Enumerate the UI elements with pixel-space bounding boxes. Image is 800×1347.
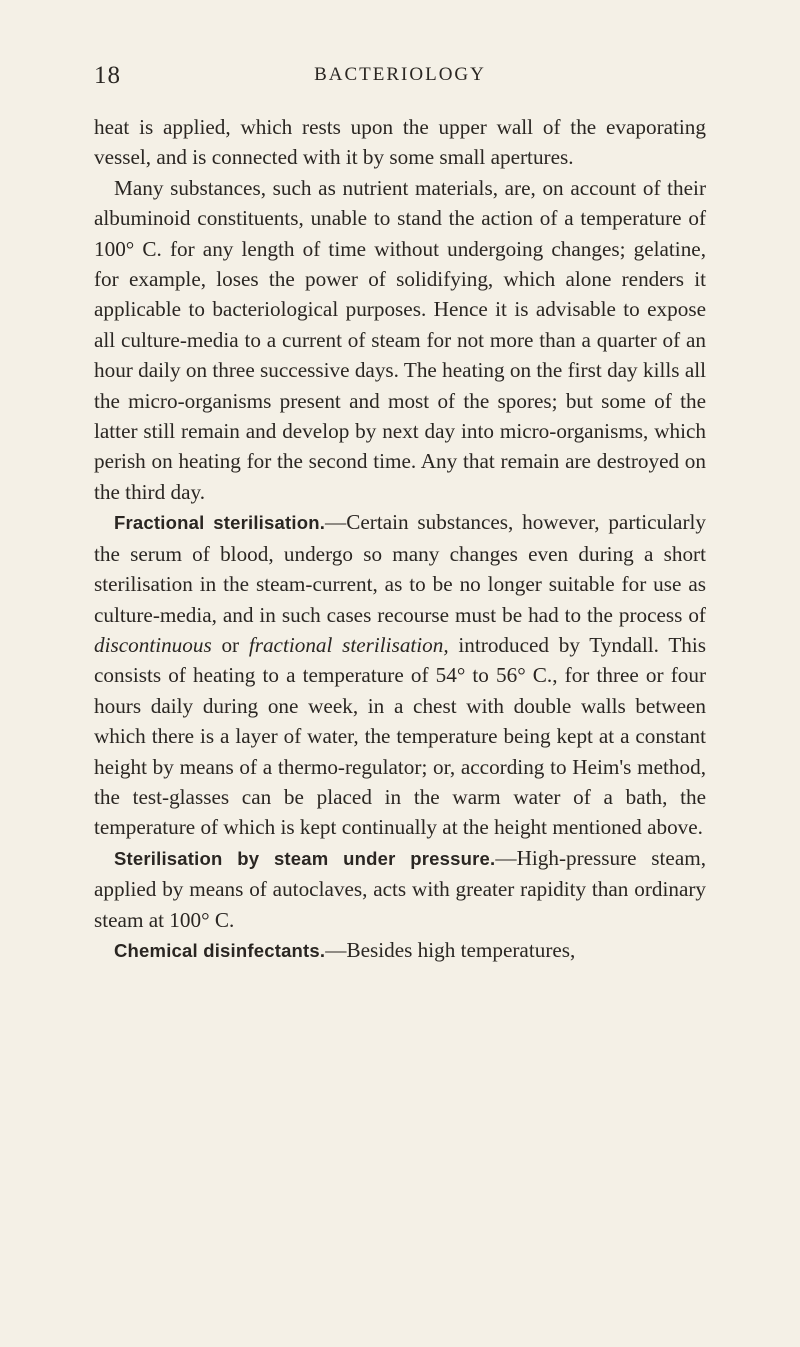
paragraph-text: or: [211, 632, 249, 657]
paragraph-fractional-sterilisation: [94, 507, 706, 842]
paragraph-text: —Certain substances, however, particularly the serum of blood, undergo so many changes even during a short sterilisation in the steam-current, as to be no longer suitable for use as culture-media, and in such cases recourse must be had to the process of: [94, 510, 706, 627]
section-heading-steam-under-pressure: Sterilisation by steam under pressure.: [114, 847, 496, 869]
running-head: [94, 62, 706, 96]
paragraph-text: —High-pressure steam, applied by means of autoclaves, acts with greater rapidity than ordinary steam at 100° C.: [94, 845, 706, 932]
paragraph-steam-sterilisation: Many substances, such as nutrient materials, are, on account of their albuminoid constituents, unable to stand the action of a temperature of 100° C. for any length of time without undergoing changes; gelatine, for example, loses the power of solidifying, which alone renders it applicable to bacteriological purposes. Hence it is advisable to expose all culture-media to a current of steam for not more than a quarter of an hour daily on three successive days. The heating on the first day kills all the micro-organisms present and most of the spores; but some of the latter still remain and develop by next day into micro-organisms, which perish on heating for the second time. Any that remain are destroyed on the third day.: [94, 175, 706, 504]
section-heading-fractional-sterilisation: Fractional sterilisation.: [114, 512, 326, 534]
body-text: [94, 112, 706, 966]
paragraph-continuation: heat is applied, which rests upon the upper wall of the evaporating vessel, and is connected with it by some small apertures.: [94, 115, 706, 170]
paragraph-steam-under-pressure: [94, 843, 706, 935]
page-number: 18: [94, 62, 121, 89]
running-title: BACTERIOLOGY: [314, 64, 486, 85]
paragraph-text: introduced by Tyndall. This consists of heating to a temperature of 54° to 56° C., for three or four hours daily during one week, in a chest with double walls between which there is a layer of water, the temperature being kept at a constant height by means of a thermo-regulator; or, according to Heim's method, the test-glasses can be placed in the warm water of a bath, the temperature of which is kept continually at the height mentioned above.: [94, 632, 706, 840]
italic-term-discontinuous: discontinuous: [94, 632, 212, 657]
section-heading-chemical-disinfectants: Chemical disinfectants.: [114, 939, 326, 961]
paragraph-text: —Besides high temperatures,: [325, 937, 576, 962]
italic-term-fractional-sterilisation: fractional sterilisation,: [248, 632, 449, 657]
paragraph-chemical-disinfectants: [94, 935, 706, 966]
